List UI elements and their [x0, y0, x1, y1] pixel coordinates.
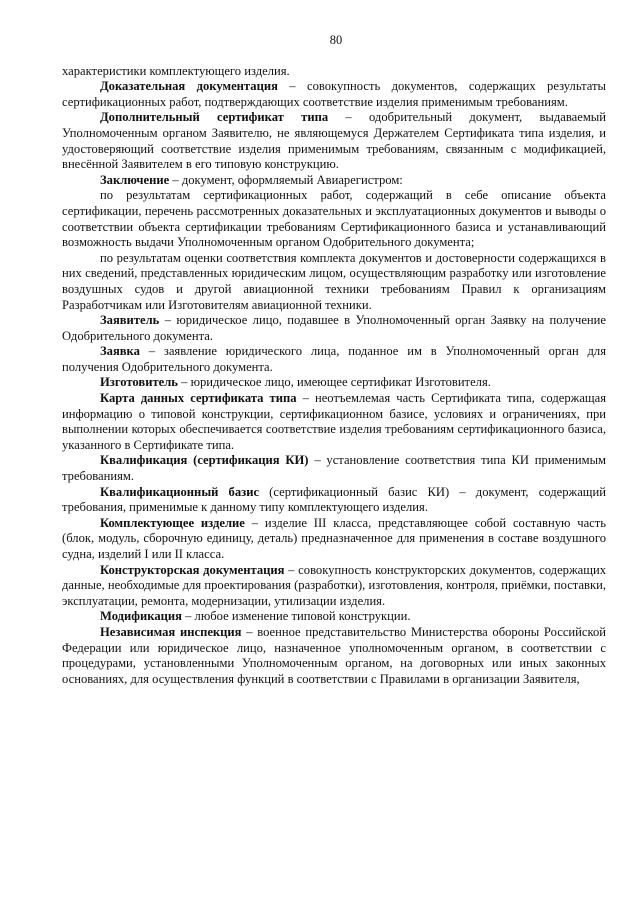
definition-term: Заявитель [100, 313, 160, 328]
paragraph [62, 375, 606, 391]
definition-term: Независимая инспекция [100, 624, 242, 639]
definition-term: Комплектующее изделие [100, 515, 245, 530]
paragraph-text: – неотъемлемая часть Сертификата типа, содержащая информацию о типовой конструкции, сертификационном базисе, условиях и ограничениях, при выполнении которых обеспечивается соответствие изделия требованиям сертификационного базиса, указанного в Сертификате типа. [62, 391, 606, 452]
paragraph [62, 625, 606, 687]
definition-term: Модификация [100, 609, 182, 624]
document-body [62, 64, 606, 688]
paragraph [62, 563, 606, 610]
definition-term: Карта данных сертификата типа [100, 391, 297, 406]
paragraph-text: – юридическое лицо, подавшее в Уполномоченный орган Заявку на получение Одобрительного документа. [62, 313, 606, 343]
paragraph [62, 251, 606, 313]
paragraph [62, 344, 606, 375]
paragraph-text: по результатам оценки соответствия комплекта документов и достоверности содержащихся в них сведений, представленных юридическим лицом, осуществляющим разработку или изготовление воздушных судов и другой авиационной техники требованиям Правил к организациям Разработчикам или Изготовителям авиационной техники. [62, 250, 606, 312]
paragraph [62, 609, 606, 625]
paragraph-text: – совокупность документов, содержащих результаты сертификационных работ, подтверждающих соответствие изделия применимым требованиям. [62, 79, 606, 109]
definition-term: Доказательная документация [100, 79, 278, 94]
paragraph-text: – совокупность конструкторских документов, содержащих данные, необходимые для проектирования (разработки), изготовления, контроля, приёмки, поставки, эксплуатации, ремонта, модернизации, утилизации изделия. [62, 562, 606, 608]
paragraph-text: – изделие III класса, представляющее собой составную часть (блок, модуль, сборочную единицу, деталь) предназначенное для применения в составе воздушного судна, изделий I или II класса. [62, 515, 606, 561]
paragraph-text: – юридическое лицо, имеющее сертификат Изготовителя. [177, 375, 491, 390]
paragraph [62, 188, 606, 250]
paragraph-text: характеристики комплектующего изделия. [62, 63, 290, 78]
paragraph-text: – документ, оформляемый Авиарегистром: [169, 172, 403, 187]
definition-term: Дополнительный сертификат типа [100, 110, 329, 125]
definition-term: Заключение [100, 172, 170, 187]
definition-term: Квалификационный базис [100, 484, 260, 499]
paragraph-text: – установление соответствия типа КИ применимым требованиям. [62, 453, 606, 484]
paragraph [62, 79, 606, 110]
paragraph-text: – одобрительный документ, выдаваемый Уполномоченным органом Заявителю, не являющемуся Держателем Сертификата типа изделия, и удостоверяющий соответствие изделия применимым требованиям, связанным с модификацией, внесённой Заявителем в его типовую конструкцию. [62, 110, 607, 172]
paragraph [62, 64, 606, 80]
paragraph-text: – военное представительство Министерства обороны Российской Федерации или юридическое лицо, назначенное уполномоченным органом, в соответствии с процедурами, установленными Уполномоченным органом, на договорных или иных законных основаниях, для осуществления функций в соответствии с Правилами в организации Заявителя, [62, 624, 606, 686]
paragraph [62, 110, 606, 172]
paragraph-text: – заявление юридического лица, поданное им в Уполномоченный орган для получения Одобрительного документа. [62, 344, 606, 374]
paragraph [62, 453, 606, 484]
paragraph [62, 485, 606, 516]
paragraph-text: по результатам сертификационных работ, содержащий в себе описание объекта сертификации, перечень рассмотренных доказательных и эксплуатационных документов и выводы о соответствии объекта сертификации требованиям Сертификационного базиса и устанавливающий возможность выдачи Уполномоченным органом Одобрительного документа; [62, 188, 606, 250]
paragraph-text: (сертификационный базис КИ) – документ, содержащий требования, применимые к данному типу комплектующего изделия. [62, 484, 606, 515]
paragraph [62, 173, 606, 189]
paragraph [62, 391, 606, 453]
paragraph-text: – любое изменение типовой конструкции. [181, 609, 411, 624]
paragraph [62, 313, 606, 344]
definition-term: Заявка [100, 344, 140, 359]
paragraph [62, 516, 606, 563]
definition-term: Изготовитель [100, 375, 178, 390]
definition-term: Квалификация (сертификация КИ) [100, 453, 309, 468]
page-number: 80 [329, 33, 343, 47]
definition-term: Конструкторская документация [100, 562, 285, 577]
